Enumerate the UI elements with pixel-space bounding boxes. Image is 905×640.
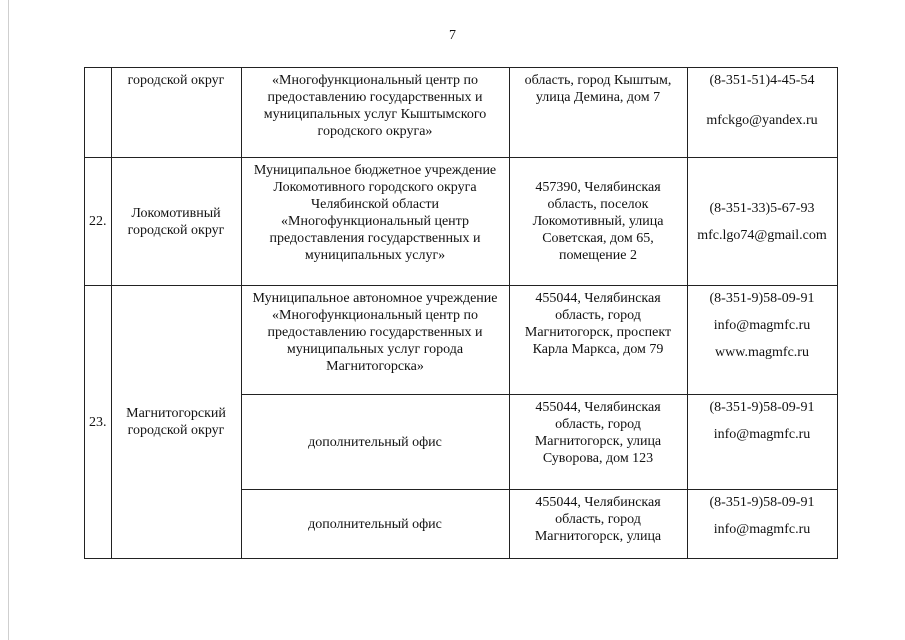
municipality-cell: Локомотивный городской округ: [111, 158, 241, 286]
municipality-cell: городской округ: [111, 68, 241, 158]
address-cell: 455044, Челябинская область, город Магнитогорск, улица Суворова, дом 123: [509, 395, 687, 490]
contact-email: info@magmfc.ru: [713, 318, 811, 333]
scan-edge-line: [8, 0, 9, 640]
table-row: [85, 158, 838, 286]
contacts-cell: [687, 395, 837, 490]
table-row: [85, 286, 838, 395]
contact-email: info@magmfc.ru: [713, 522, 811, 537]
address-cell: 457390, Челябинская область, поселок Локомотивный, улица Советская, дом 65, помещение 2: [509, 158, 687, 286]
contacts-cell: [687, 68, 837, 158]
mfc-table: [84, 67, 838, 559]
contact-email: mfckgo@yandex.ru: [706, 113, 818, 128]
organization-cell: «Многофункциональный центр по предоставлению государственных и муниципальных услуг Кыштымского городского округа»: [241, 68, 509, 158]
row-number: 22.: [85, 158, 112, 286]
organization-cell: дополнительный офис: [241, 395, 509, 490]
organization-cell: дополнительный офис: [241, 490, 509, 559]
contact-phone: (8-351-9)58-09-91: [709, 495, 815, 510]
contacts-cell: [687, 286, 837, 395]
address-cell: 455044, Челябинская область, город Магнитогорск, проспект Карла Маркса, дом 79: [509, 286, 687, 395]
organization-cell: Муниципальное автономное учреждение «Многофункциональный центр по предоставлению государственных и муниципальных услуг города Магнитогорска»: [241, 286, 509, 395]
contact-email: mfc.lgo74@gmail.com: [697, 227, 827, 243]
contact-phone: (8-351-9)58-09-91: [709, 291, 815, 306]
municipality-cell: Магнитогорский городской округ: [111, 286, 241, 559]
organization-cell: Муниципальное бюджетное учреждение Локомотивного городского округа Челябинской области «Многофункциональный центр предоставления государственных и муниципальных услуг»: [241, 158, 509, 286]
contact-phone: (8-351-51)4-45-54: [709, 73, 815, 88]
contact-email: info@magmfc.ru: [713, 427, 811, 442]
contacts-cell: [687, 158, 837, 286]
contact-phone: (8-351-9)58-09-91: [709, 400, 815, 415]
page-number: 7: [449, 28, 456, 43]
contact-website: www.magmfc.ru: [715, 345, 809, 360]
table-row: [85, 68, 838, 158]
address-cell: 455044, Челябинская область, город Магнитогорск, улица: [509, 490, 687, 559]
contact-phone: (8-351-33)5-67-93: [709, 200, 815, 216]
row-number: [85, 68, 112, 158]
address-cell: область, город Кыштым, улица Демина, дом 7: [509, 68, 687, 158]
contacts-cell: [687, 490, 837, 559]
row-number: 23.: [85, 286, 112, 559]
